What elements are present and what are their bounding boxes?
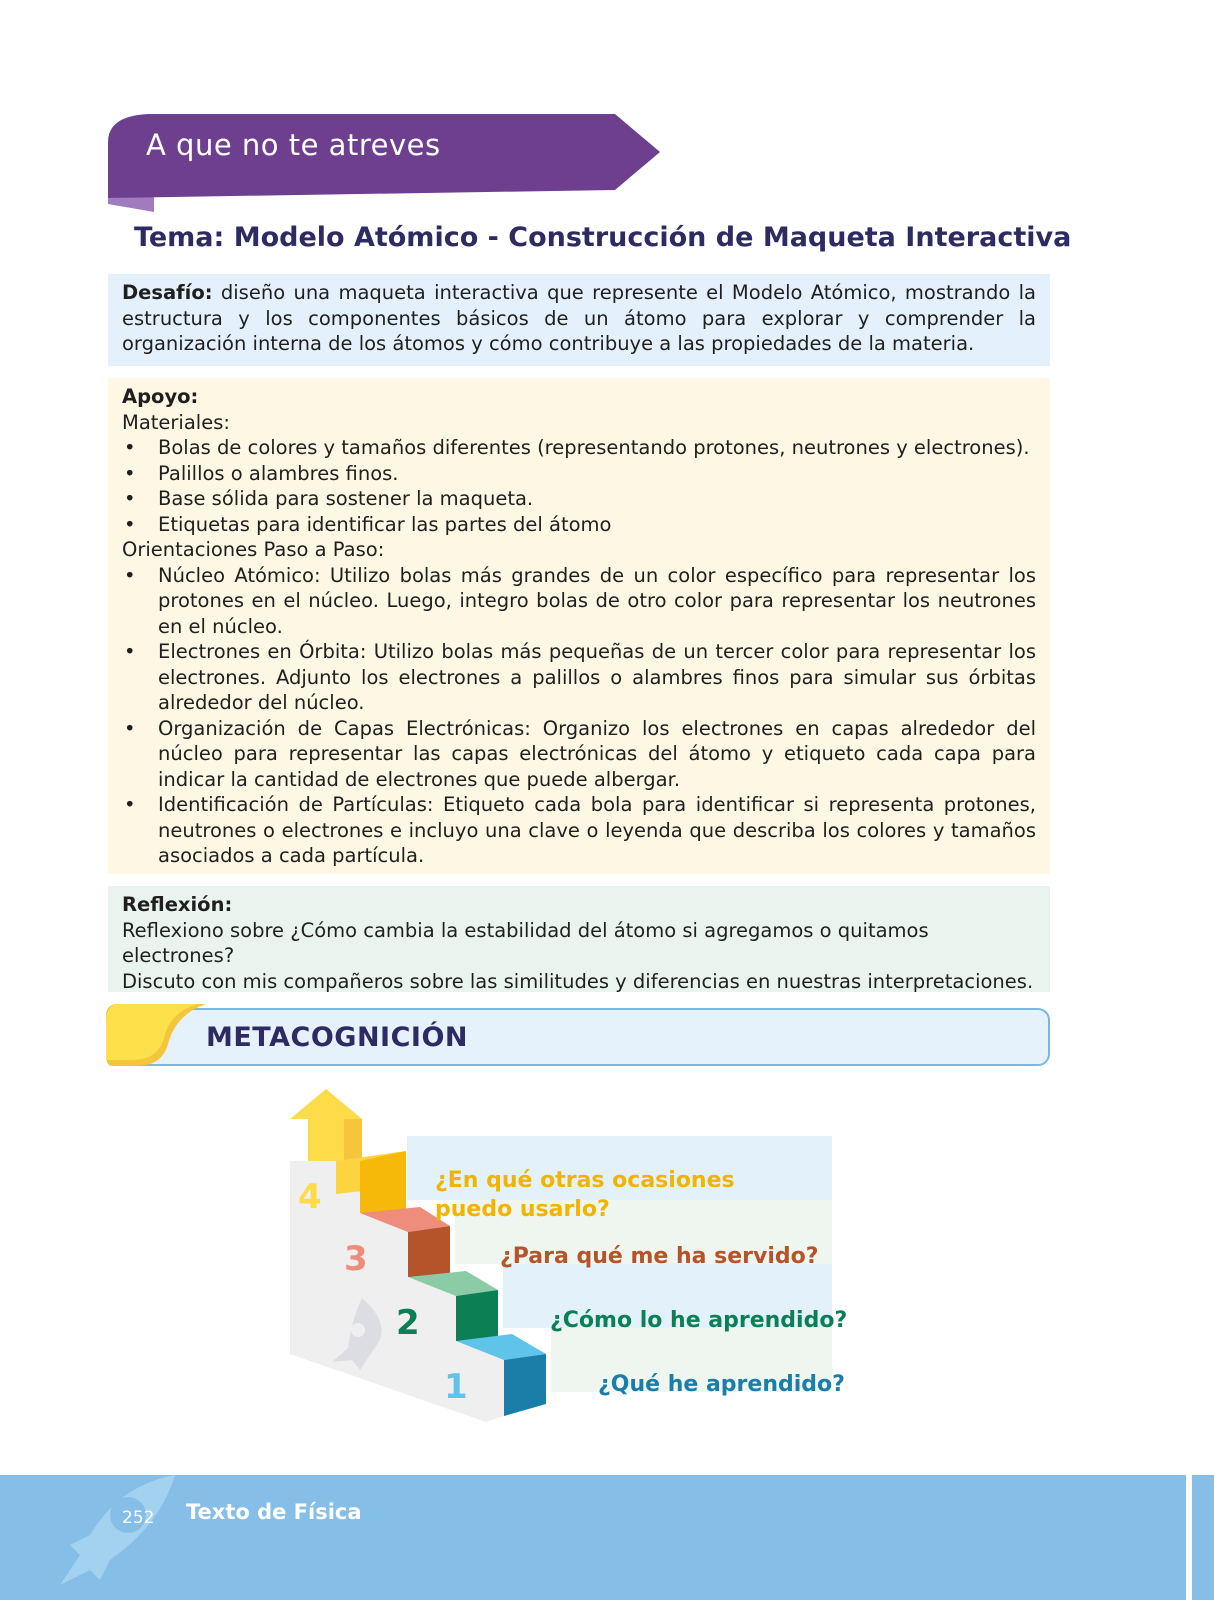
- challenge-text: diseño una maqueta interactiva que represente el Modelo Atómico, mostrando la estructura y los componentes básicos de un átomo para explorar y comprender la organización interna de los átomos y cómo contribuye a las propiedades de la materia.: [122, 281, 1036, 355]
- list-item: • Núcleo Atómico: Utilizo bolas más grandes de un color específico para representar los protones en el núcleo. Luego, integro bolas de otro color para representar los neutrones en el núcleo.: [124, 563, 1036, 638]
- materials-label: Materiales:: [122, 410, 230, 434]
- reflection-box: [108, 886, 1050, 992]
- list-item: • Identificación de Partículas: Etiqueto cada bola para identificar si representa protones, neutrones o electrones e incluyo una clave o leyenda que describa los colores y tamaños asociados a cada partícula.: [124, 793, 1036, 867]
- list-item: • Organización de Capas Electrónicas: Organizo los electrones en capas alrededor del núcleo para representar las capas electrónicas del átomo y etiqueto cada capa para indicar la cantidad de electrones que puede albergar.: [124, 716, 1036, 791]
- steps-list: [122, 563, 1036, 869]
- stairs-illustration: [290, 1086, 850, 1456]
- list-item: • Bolas de colores y tamaños diferentes (representando protones, neutrones y electrones).: [124, 436, 1030, 459]
- metacognition-title: METACOGNICIÓN: [206, 1022, 469, 1053]
- support-label: Apoyo:: [122, 385, 199, 408]
- list-item: • Palillos o alambres finos.: [124, 461, 399, 485]
- reflection-line-2: Discuto con mis compañeros sobre las similitudes y diferencias en nuestras interpretaciones.: [122, 969, 1034, 993]
- step-number-2: 2: [396, 1303, 420, 1343]
- metacognition-tab-icon: [106, 1004, 206, 1068]
- banner-title: A que no te atreves: [146, 128, 441, 162]
- list-item: • Electrones en Órbita: Utilizo bolas más pequeñas de un tercer color para representar los electrones. Adjunto los electrones a palillos o alambres finos para simular sus órbitas alrededor del núcleo.: [124, 640, 1036, 714]
- step-2-question: ¿Cómo lo he aprendido?: [550, 1308, 848, 1333]
- step-4-question: ¿En qué otras ocasiones puedo usarlo?: [435, 1168, 735, 1222]
- page-footer: [0, 1475, 1214, 1600]
- step-number-1: 1: [444, 1367, 468, 1407]
- topic-heading: Tema: Modelo Atómico - Construcción de Maqueta Interactiva: [134, 222, 1072, 253]
- reflection-line-1: Reflexiono sobre ¿Cómo cambia la estabilidad del átomo si agregamos o quitamos electrones?: [122, 918, 929, 967]
- footer-edge-strip: [1186, 1475, 1192, 1600]
- step-3-question: ¿Para qué me ha servido?: [500, 1244, 819, 1269]
- support-box: [108, 378, 1050, 874]
- footer-title: Texto de Física: [186, 1500, 362, 1524]
- step-1-question: ¿Qué he aprendido?: [598, 1372, 845, 1397]
- challenge-label: Desafío:: [122, 281, 213, 304]
- materials-list: [122, 435, 1036, 537]
- page-number: 252: [122, 1508, 155, 1528]
- list-item: • Base sólida para sostener la maqueta.: [124, 487, 534, 510]
- step-number-3: 3: [344, 1239, 368, 1279]
- reflection-label: Reflexión:: [122, 893, 233, 916]
- steps-label: Orientaciones Paso a Paso:: [122, 538, 385, 561]
- rocket-watermark-icon: [50, 1475, 180, 1600]
- list-item: • Etiquetas para identificar las partes del átomo: [124, 512, 612, 536]
- challenge-box: [108, 274, 1050, 366]
- step-number-4: 4: [298, 1177, 322, 1217]
